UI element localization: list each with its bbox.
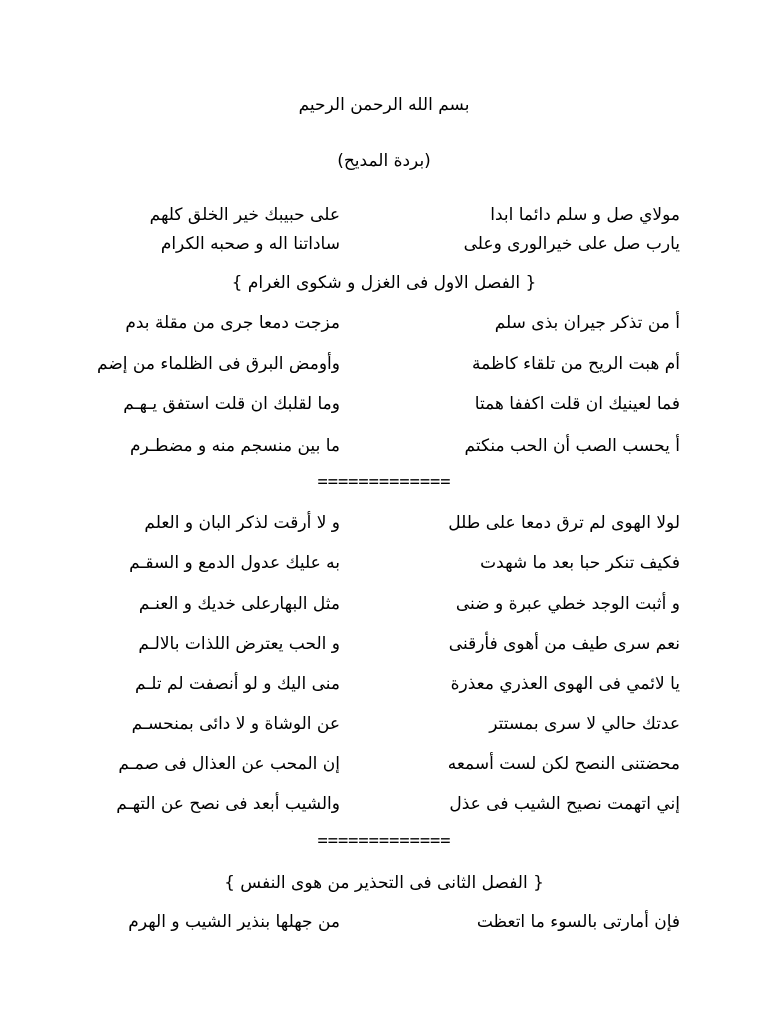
verse-second-hemistich: مثل البهارعلى خديك و العنـم bbox=[138, 594, 340, 614]
verse bbox=[0, 354, 768, 382]
verse-second-hemistich: منى اليك و لو أنصفت لم تلـم bbox=[135, 674, 340, 694]
verse-second-hemistich: إن المحب عن العذال فى صمـم bbox=[118, 754, 340, 774]
verse-first-hemistich: أ يحسب الصب أن الحب منكتم bbox=[464, 436, 680, 456]
verse-first-hemistich: يا لائمي فى الهوى العذري معذرة bbox=[450, 674, 680, 694]
verse bbox=[0, 912, 768, 940]
verse-second-hemistich: والشيب أبعد فى نصح عن التهـم bbox=[116, 794, 340, 814]
verse-first-hemistich: لولا الهوى لم ترق دمعا على طلل bbox=[448, 513, 680, 533]
verse bbox=[0, 714, 768, 742]
verse-first-hemistich: فكيف تنكر حبا بعد ما شهدت bbox=[480, 553, 680, 573]
verse-first-hemistich: فإن أمارتى بالسوء ما اتعظت bbox=[476, 912, 680, 932]
verse-second-hemistich: من جهلها بنذير الشيب و الهرم bbox=[128, 912, 340, 932]
verse-second-hemistich: به عليك عدول الدمع و السقـم bbox=[129, 553, 340, 573]
verse-first-hemistich: عدتك حالي لا سرى بمستتر bbox=[489, 714, 680, 734]
verse bbox=[0, 513, 768, 541]
verse-first-hemistich: نعم سرى طيف من أهوى فأرقنى bbox=[448, 634, 680, 654]
chapter-title: { الفصل الثانى فى التحذير من هوى النفس } bbox=[224, 873, 544, 893]
verse bbox=[0, 313, 768, 341]
verse bbox=[0, 594, 768, 622]
chapter-title: { الفصل الاول فى الغزل و شكوى الغرام } bbox=[231, 273, 537, 293]
verse bbox=[0, 754, 768, 782]
verse bbox=[0, 553, 768, 581]
verse bbox=[0, 634, 768, 662]
verse-second-hemistich: وأومض البرق فى الظلماء من إضم bbox=[97, 354, 340, 374]
verse bbox=[0, 394, 768, 422]
verse-second-hemistich: وما لقلبك ان قلت استفق يـهـم bbox=[123, 394, 340, 414]
verse bbox=[0, 436, 768, 464]
verse-first-hemistich: أ من تذكر جيران بذى سلم bbox=[494, 313, 680, 333]
verse bbox=[0, 674, 768, 702]
divider: ============= bbox=[317, 831, 451, 851]
verse-first-hemistich: محضتنى النصح لكن لست أسمعه bbox=[447, 754, 680, 774]
verse bbox=[0, 794, 768, 822]
verse-second-hemistich: ما بين منسجم منه و مضطـرم bbox=[129, 436, 340, 456]
verse-second-hemistich: مزجت دمعا جرى من مقلة بدم bbox=[125, 313, 340, 333]
verse-first-hemistich: مولاي صل و سلم دائما ابدا bbox=[490, 205, 680, 225]
verse-first-hemistich: و أثبت الوجد خطي عبرة و ضنى bbox=[455, 594, 680, 614]
verse-second-hemistich: عن الوشاة و لا دائى بمنحسـم bbox=[131, 714, 340, 734]
poem-title: (بردة المديح) bbox=[337, 151, 431, 171]
divider: ============= bbox=[317, 472, 451, 492]
verse-second-hemistich: و لا أرقت لذكر البان و العلم bbox=[144, 513, 340, 533]
verse-first-hemistich: أم هبت الريح من تلقاء كاظمة bbox=[472, 354, 680, 374]
verse-second-hemistich: و الحب يعترض اللذات بالالـم bbox=[138, 634, 340, 654]
verse-first-hemistich: فما لعينيك ان قلت اكففا همتا bbox=[474, 394, 680, 414]
verse bbox=[0, 234, 768, 262]
verse-first-hemistich: إني اتهمت نصيح الشيب فى عذل bbox=[449, 794, 680, 814]
verse bbox=[0, 205, 768, 233]
basmala: بسم الله الرحمن الرحيم bbox=[298, 95, 470, 115]
verse-second-hemistich: ساداتنا اله و صحبه الكرام bbox=[160, 234, 340, 254]
verse-second-hemistich: على حبيبك خير الخلق كلهم bbox=[149, 205, 340, 225]
verse-first-hemistich: يارب صل على خيرالورى وعلى bbox=[463, 234, 680, 254]
